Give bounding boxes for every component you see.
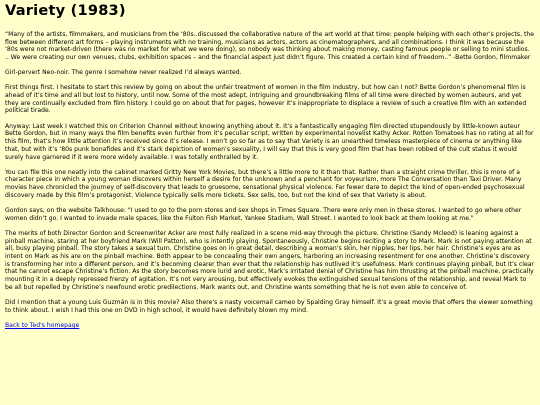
gordon-quote-paragraph: Gordon says, on the website Talkhouse: "I used to go to the porn stores and sex shops in Times Square. There were only men in these stores. I wanted to go where other women didn’t go. I wanted to invade male spaces, like the Fulton Fish Market, Yankee Stadium, Wall Street. I wanted to look back at them looking at me." — [5, 206, 522, 222]
review-paragraph: You can file this one neatly into the cabinet marked Gritty New York Movies, but there’s a little more to it than that. Rather than a straight crime thriller, this is more of a character piece in which a young woman discovers within herself a desire for the unknown and a penchant for voyeurism, more The Conversation than Taxi Driver. Many movies have chronicled the journey of self-discovery that leads to gruesome, sensational physical violence. Far fewer dare to depict the kind of open-ended psychosexual discovery made by this film’s protagonist. Violence typically sells more tickets. Sex sells, too, but not the kind of sex that Variety is about. — [5, 168, 525, 199]
back-to-homepage-link[interactable]: Back to Ted's homepage — [5, 321, 80, 329]
review-paragraph: Anyway: Last week I watched this on Criterion Channel without knowing anything about it. It’s a fantastically engaging film directed stupendously by little-known auteur Bette Gordon, but in many ways the film benefits even further from it’s peculiar script, written by experimental novelist Kathy Acker. Rotten Tomatoes has no rating at all for this film, that’s how little attention it’s received since it’s release. I won’t go so far as to say that Variety is an unearthed timeless masterpiece of cinema or anything like that, but with it’s ‘80s punk bonafides and it’s stark depiction of women’s sexuality, I will say that this is very good film that has been robbed of the cult status it would surely have garnered if it were more widely available. I was totally enthralled by it. — [5, 122, 534, 161]
review-paragraph: First things first. I hesitate to start this review by going on about the unfair treatment of women in the film industry, but how can I not? Bette Gordon’s phenomenal film is ahead of it’s time and all but lost to history, until now. Some of the most adept, intriguing and groundbreaking films of all time were directed by women auteurs, and yet they are continually excluded from film history. I could go on about that for pages, however it’s inappropriate to displace a review of such a creative film with an extended political tirade. — [5, 84, 527, 115]
review-paragraph: Did I mention that a young Luis Guzmán is in this movie? Also there’s a nasty voicemail cameo by Spalding Gray himself. It’s a great movie that offers the viewer something to think about. I wish I had this one on DVD in high school, it would have definitely blown my mind. — [5, 299, 533, 314]
tagline-paragraph: Girl-pervert Neo-noir. The genre I somehow never realized I’d always wanted. — [5, 69, 242, 77]
page-title: Variety (1983) — [5, 2, 126, 19]
epigraph-quote: “Many of the artists, filmmakers, and musicians from the ‘80s..discussed the collaborative nature of the art world at that time: people helping with each other’s projects, the flow between different art forms – playing instruments with no training, musicians as actors, actors as cinematographers, and all combinations. I think it was because the ‘80s were not market-driven (there was no market for what we were doing), so nobody was thinking about making money, casting famous people or selling to mini studios. .. We were creating our own venues, clubs, exhibition spaces – and the financial aspect just didn’t figure. This created a certain kind of freedom..” -Bette Gordon, filmmaker — [5, 30, 534, 61]
review-paragraph: The merits of both Director Gordon and Screenwriter Acker are most fully realized in a scene mid-way through the picture. Christine (Sandy Mcleod) is leaning against a pinball machine, staring at her boyfriend Mark (Will Patton), who is intently playing. Spontaneously, Christine begins reciting a story to Mark. Mark is not paying attention at all, busy playing pinball. The story takes a sexual turn. Christine goes on in great detail, describing a woman’s skin, her nipples, her lips, her hair. Christine’s eyes are as intent on Mark as his are on the pinball machine. Both appear to be concealing their own angers, harboring an increasing resentment for one another. Christine’s discovery is transforming her into a different person, and it’s becoming clearer than ever that the relationship has outlived it’s usefulness. Mark continues playing pinball, but it’s clear that he cannot escape Christine’s fiction. As the story becomes more lurid and erotic, Mark’s irritated denial of Christine has him thrusting at the pinball machine, practically mounting it in a deeply repressed frenzy of agitation. It’s not very arousing, but effectively evokes the extinguished sexual tensions of the relationship, and reveal Mark to be all but repelled by Christine’s newfound erotic predilections. Mark wants out, and Christine wants something that he is not even able to conceive of. — [5, 229, 534, 291]
back-link-container — [5, 322, 535, 330]
